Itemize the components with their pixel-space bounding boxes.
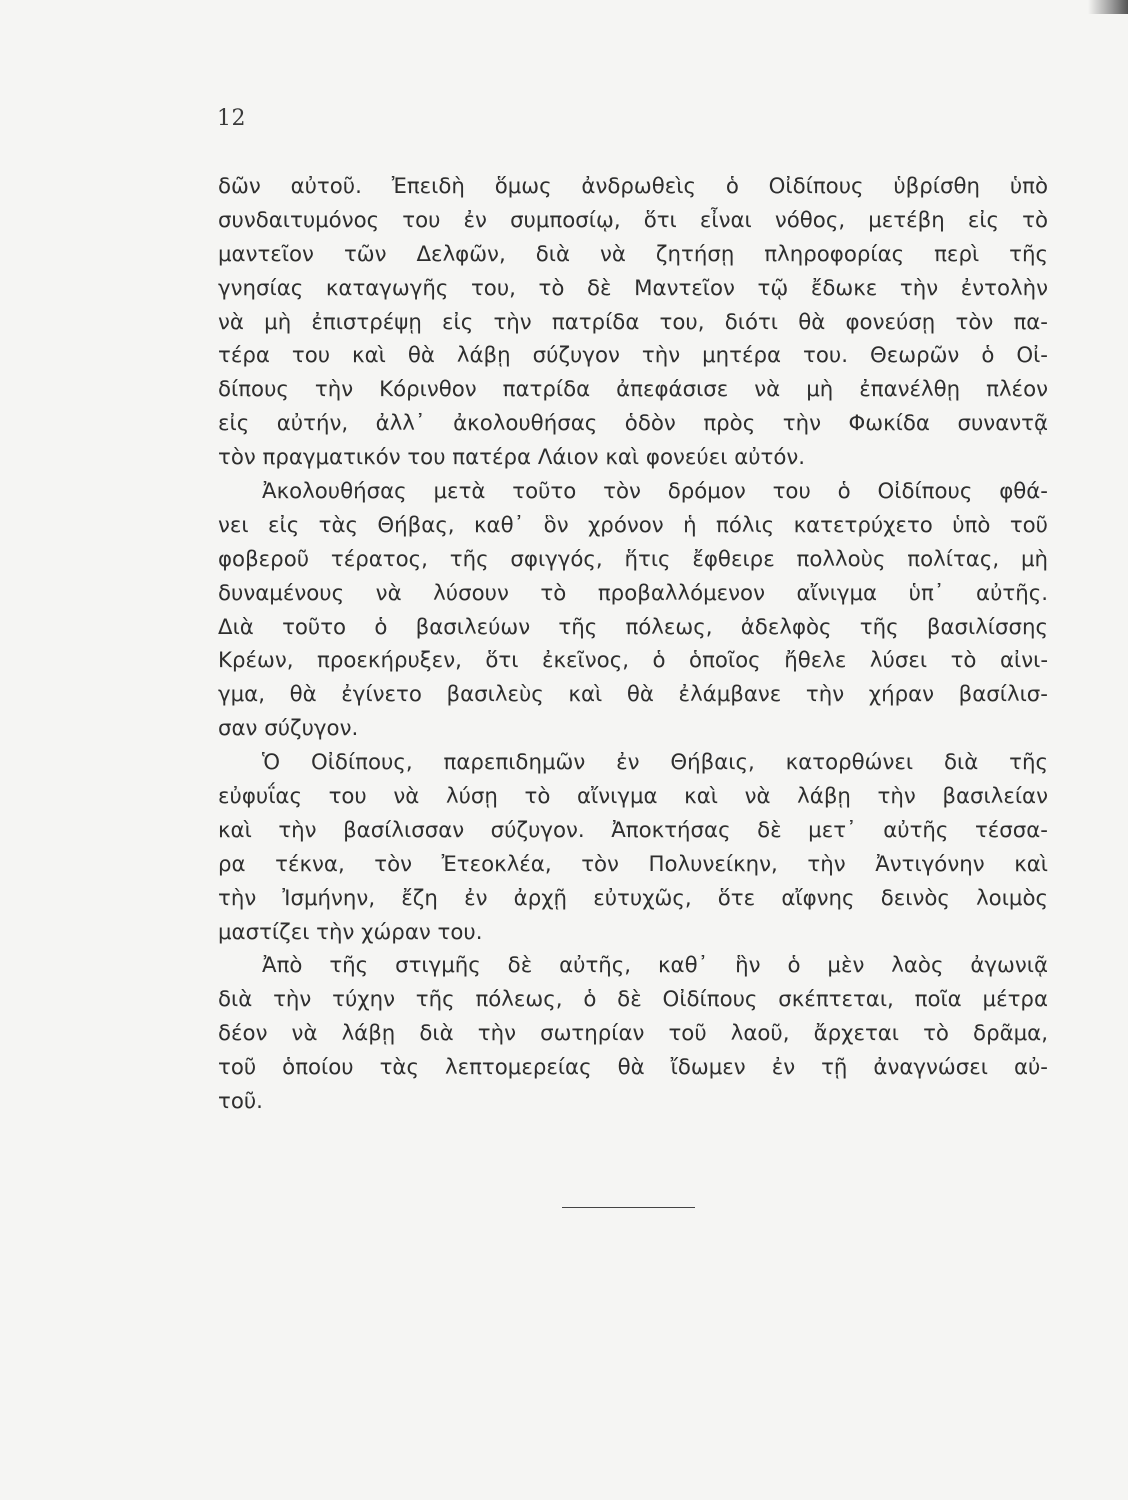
text-line: φοβεροῦ τέρατος, τῆς σφιγγός, ἥτις ἔφθειρε πολλοὺς πολίτας, μὴ <box>218 546 1048 572</box>
page-number: 12 <box>217 106 246 131</box>
text-line: δέον νὰ λάβῃ διὰ τὴν σωτηρίαν τοῦ λαοῦ, ἄρχεται τὸ δρᾶμα, <box>218 1021 1048 1047</box>
text-line: δίπους τὴν Κόρινθον πατρίδα ἀπεφάσισε νὰ μὴ ἐπανέλθῃ πλέον <box>218 377 1048 403</box>
text-line: Ἀπὸ τῆς στιγμῆς δὲ αὐτῆς, καθ᾽ ἣν ὁ μὲν λαὸς ἀγωνιᾷ <box>262 953 1048 979</box>
text-line: Ὁ Οἰδίπους, παρεπιδημῶν ἐν Θήβαις, κατορθώνει διὰ τῆς <box>262 750 1048 776</box>
text-line: δυναμένους νὰ λύσουν τὸ προβαλλόμενον αἴνιγμα ὑπ᾽ αὐτῆς. <box>218 580 1048 606</box>
text-line: εἰς αὐτήν, ἀλλ᾽ ἀκολουθήσας ὁδὸν πρὸς τὴν Φωκίδα συναντᾷ <box>218 411 1048 437</box>
text-line: τὴν Ἰσμήνην, ἔζη ἐν ἀρχῇ εὐτυχῶς, ὅτε αἴφνης δεινὸς λοιμὸς <box>218 885 1048 911</box>
text-line: καὶ τὴν βασίλισσαν σύζυγον. Ἀποκτήσας δὲ μετ᾽ αὐτῆς τέσσα- <box>218 817 1048 843</box>
text-line: γνησίας καταγωγῆς του, τὸ δὲ Μαντεῖον τῷ ἔδωκε τὴν ἐντολὴν <box>218 275 1048 301</box>
text-line: τοῦ ὁποίου τὰς λεπτομερείας θὰ ἴδωμεν ἐν τῇ ἀναγνώσει αὐ- <box>218 1055 1048 1081</box>
text-line: εὐφυΐας του νὰ λύσῃ τὸ αἴνιγμα καὶ νὰ λάβῃ τὴν βασιλείαν <box>218 784 1048 810</box>
text-line: Ἀκολουθήσας μετὰ τοῦτο τὸν δρόμον του ὁ Οἰδίπους φθά- <box>262 479 1048 505</box>
section-separator-rule <box>562 1207 695 1208</box>
text-line: τοῦ. <box>218 1089 263 1115</box>
scan-corner-shadow <box>1088 0 1128 14</box>
text-line: μαστίζει τὴν χώραν του. <box>218 919 483 945</box>
text-line: γμα, θὰ ἐγίνετο βασιλεὺς καὶ θὰ ἐλάμβανε τὴν χήραν βασίλισ- <box>218 682 1048 708</box>
text-line: νὰ μὴ ἐπιστρέψῃ εἰς τὴν πατρίδα του, διότι θὰ φονεύσῃ τὸν πα- <box>218 309 1048 335</box>
text-line: δῶν αὐτοῦ. Ἐπειδὴ ὅμως ἀνδρωθεὶς ὁ Οἰδίπους ὑβρίσθη ὑπὸ <box>218 174 1048 199</box>
body-text <box>218 170 1048 1119</box>
text-line: τέρα του καὶ θὰ λάβῃ σύζυγον τὴν μητέρα του. Θεωρῶν ὁ Οἰ- <box>218 343 1048 369</box>
text-line: Κρέων, προεκήρυξεν, ὅτι ἐκεῖνος, ὁ ὁποῖος ἤθελε λύσει τὸ αἰνι- <box>218 648 1048 674</box>
text-line: συνδαιτυμόνος του ἐν συμποσίῳ, ὅτι εἶναι νόθος, μετέβη εἰς τὸ <box>218 207 1048 233</box>
text-line: διὰ τὴν τύχην τῆς πόλεως, ὁ δὲ Οἰδίπους σκέπτεται, ποῖα μέτρα <box>218 987 1048 1013</box>
text-line: μαντεῖον τῶν Δελφῶν, διὰ νὰ ζητήσῃ πληροφορίας περὶ τῆς <box>218 241 1048 267</box>
text-line: νει εἰς τὰς Θήβας, καθ᾽ ὃν χρόνον ἡ πόλις κατετρύχετο ὑπὸ τοῦ <box>218 512 1048 538</box>
text-line: σαν σύζυγον. <box>218 716 359 742</box>
text-line: ρα τέκνα, τὸν Ἐτεοκλέα, τὸν Πολυνείκην, τὴν Ἀντιγόνην καὶ <box>218 851 1048 877</box>
text-line: τὸν πραγματικόν του πατέρα Λάιον καὶ φονεύει αὐτόν. <box>218 445 806 471</box>
text-line: Διὰ τοῦτο ὁ βασιλεύων τῆς πόλεως, ἀδελφὸς τῆς βασιλίσσης <box>218 614 1048 640</box>
